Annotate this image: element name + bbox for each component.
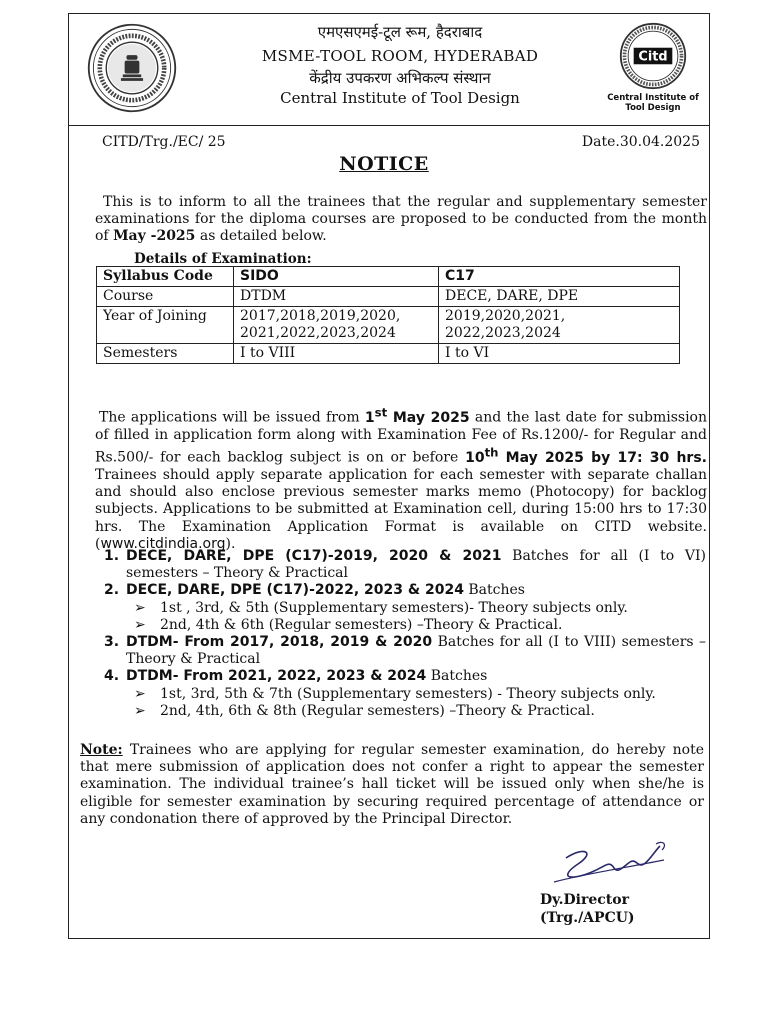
table-row [97,287,680,307]
exam-details-table [96,266,680,364]
arrow-bullet-icon: ➢ [134,685,146,702]
website-link[interactable]: www.citdindia.org [100,535,226,552]
sub-list-item: ➢ 2nd, 4th & 6th (Regular semesters) –Theory & Practical. [134,616,563,633]
table-cell: DECE, DARE, DPE [439,287,680,307]
intro-paragraph [95,194,707,246]
sub-list-item: ➢ 1st, 3rd, 5th & 7th (Supplementary semesters) - Theory subjects only. [134,685,656,702]
note-text: Trainees who are applying for regular semester examination, do hereby note that mere submission of application does not confer a right to appear the semester examination. The individual trainee’s hall ticket will be issued only when she/he is eligible for semester examination by securing required percentage of attendance or any condonation there of approved by the Principal Director. [80,742,704,827]
app-text-2: and the last date for submission of filled in application form along with Examination Fee of Rs.1200/- for Regular and Rs.500/- for each backlog subject is on or before [95,409,707,466]
intro-text-2: as detailed below. [195,228,327,245]
header-divider [68,125,710,126]
citd-logo [607,21,699,91]
intro-bold-month: May -2025 [113,228,196,245]
sub-list-item: ➢ 1st , 3rd, & 5th (Supplementary semesters)- Theory subjects only. [134,599,628,616]
intro-text-1: This is to inform to all the trainees that the regular and supplementary semester examinations for the diploma courses are proposed to be conducted from the month of [95,194,707,245]
arrow-bullet-icon: ➢ [134,616,146,633]
table-cell: DTDM [234,287,439,307]
citd-logo-caption [600,93,706,113]
app-text-4: ). [225,535,236,552]
table-cell: 2019,2020,2021, 2022,2023,2024 [439,307,680,344]
table-cell: Course [97,287,234,307]
app-text-1: The applications will be issued from [99,409,365,426]
header-institute-name: Central Institute of Tool Design [280,89,520,107]
notice-title: NOTICE [339,153,429,175]
arrow-bullet-icon: ➢ [134,599,146,616]
citd-caption-line2: Tool Design [625,103,681,113]
list-item: 1. DECE, DARE, DPE (C17)-2019, 2020 & 2021 Batches for all (I to VI) semesters – Theory & Practical [104,548,707,582]
applications-paragraph [95,404,707,553]
signature [544,838,674,890]
note-label: Note: [80,742,123,758]
list-item: 4. DTDM- From 2021, 2022, 2023 & 2024 Batches ➢ 1st, 3rd, 5th & 7th (Supplementary semesters) - Theory subjects only. ➢ 2nd, 4th, 6th & 8th (Regular semesters) –Theory & Practical. [100,668,706,720]
notice-date: Date.30.04.2025 [581,134,700,150]
table-header-cell: Syllabus Code [97,267,234,287]
msme-seal-logo [86,22,178,114]
note-paragraph [80,742,704,828]
app-start-date: 1st May 2025 [364,405,470,426]
reference-number: CITD/Trg./EC/ 25 [102,134,226,150]
signatory-title: Dy.Director [540,892,629,908]
list-item: 2. DECE, DARE, DPE (C17)-2022, 2023 & 2024 Batches ➢ 1st , 3rd, & 5th (Supplementary semesters)- Theory subjects only. ➢ 2nd, 4th & 6th (Regular semesters) –Theory & Practical. [100,582,706,634]
table-cell: Semesters [97,344,234,364]
header-hindi-line2: केंद्रीय उपकरण अभिकल्प संस्थान [309,69,491,87]
list-item: 3. DTDM- From 2017, 2018, 2019 & 2020 Batches for all (I to VIII) semesters – Theory & Practical [104,634,707,668]
citd-logo-text: Citd [638,49,668,65]
table-row [97,307,680,344]
arrow-bullet-icon: ➢ [134,702,146,719]
header-org-name: MSME-TOOL ROOM, HYDERABAD [261,47,539,65]
citd-caption-line1: Central Institute of [607,93,699,103]
table-cell: I to VIII [234,344,439,364]
table-header-row [97,267,680,287]
sub-list-item: ➢ 2nd, 4th, 6th & 8th (Regular semesters) –Theory & Practical. [134,702,595,719]
table-cell: 2017,2018,2019,2020, 2021,2022,2023,2024 [234,307,439,344]
table-header-cell: SIDO [234,267,439,287]
table-header-cell: C17 [439,267,680,287]
signatory-department: (Trg./APCU) [540,910,635,926]
app-last-date: 10th May 2025 by 17: 30 hrs. [465,445,707,466]
table-row [97,344,680,364]
details-heading: Details of Examination: [134,251,312,267]
table-cell: I to VI [439,344,680,364]
app-text-3: Trainees should apply separate application for each semester with separate challan and should also enclose previous semester marks memo (Photocopy) for backlog subjects. Applications to be submitted at Examination cell, during 15:00 hrs to 17:30 hrs. The Examination Application Format is available on CITD website. ( [95,466,707,552]
header-hindi-line1: एमएसएमई-टूल रूम, हैदराबाद [317,23,483,41]
table-cell: Year of Joining [97,307,234,344]
batch-list [100,548,706,720]
